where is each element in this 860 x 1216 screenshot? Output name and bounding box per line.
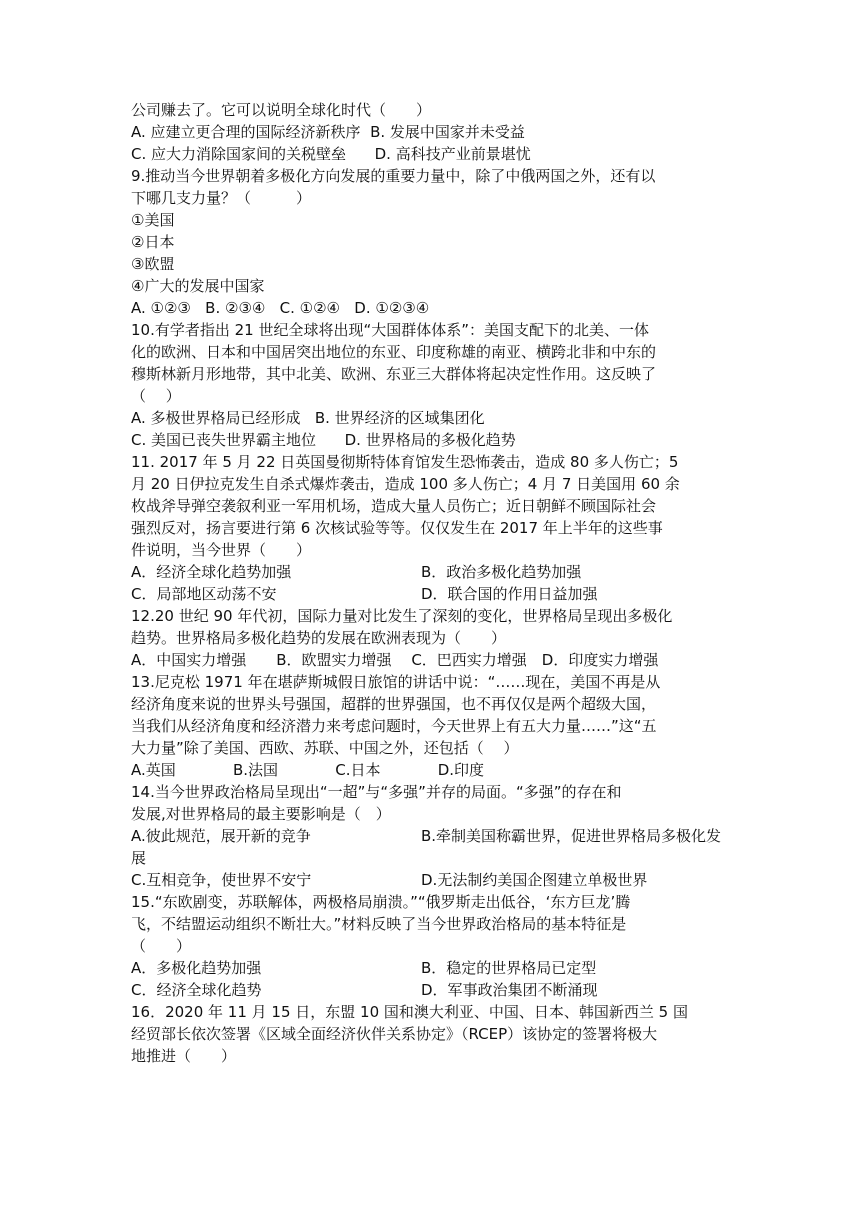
text-line: 穆斯林新月形地带，其中北美、欧洲、东亚三大群体将起决定性作用。这反映了	[131, 365, 657, 383]
text-line: ①美国	[131, 211, 175, 229]
text-line: A.英国 B.法国 C.日本 D.印度	[131, 761, 485, 779]
answer-option: D．联合国的作用日益加强	[421, 585, 598, 603]
text-line: 当我们从经济角度和经济潜力来考虑问题时，今天世界上有五大力量……”这“五	[131, 717, 657, 735]
answer-option-row	[131, 979, 731, 1001]
text-line: 10.有学者指出 21 世纪全球将出现“大国群体体系”：美国支配下的北美、一体	[131, 321, 650, 339]
text-line: A. 应建立更合理的国际经济新秩序 B. 发展中国家并未受益	[131, 123, 525, 141]
answer-option-row	[131, 825, 731, 847]
answer-option: A．经济全球化趋势加强	[131, 563, 292, 581]
text-line: 地推进（ ）	[131, 1047, 237, 1065]
answer-option: C．局部地区动荡不安	[131, 585, 277, 603]
text-line: 下哪几支力量？（ ）	[131, 189, 312, 207]
answer-option: 展	[131, 849, 147, 867]
q14-options	[131, 825, 731, 891]
document-page	[131, 99, 731, 1067]
answer-option: D.无法制约美国企图建立单极世界	[421, 871, 648, 889]
text-line: 飞，不结盟运动组织不断壮大。”材料反映了当今世界政治格局的基本特征是	[131, 915, 627, 933]
answer-option-row	[131, 583, 731, 605]
text-line: 经济角度来说的世界头号强国，超群的世界强国，也不再仅仅是两个超级大国，	[131, 695, 657, 713]
answer-option	[421, 847, 711, 869]
text-line: 11. 2017 年 5 月 22 日英国曼彻斯特体育馆发生恐怖袭击，造成 80 多人伤亡；5	[131, 453, 679, 471]
answer-option-row	[131, 869, 731, 891]
text-line: 12.20 世纪 90 年代初，国际力量对比发生了深刻的变化，世界格局呈现出多极化	[131, 607, 673, 625]
answer-option: A.彼此规范，展开新的竞争	[131, 827, 311, 845]
text-line: 化的欧洲、日本和中国居突出地位的东亚、印度称雄的南亚、横跨北非和中东的	[131, 343, 657, 361]
answer-option-row	[131, 847, 731, 869]
answer-option: B.牵制美国称霸世界，促进世界格局多极化发	[421, 827, 722, 845]
answer-option: D．军事政治集团不断涌现	[421, 981, 598, 999]
text-line: 发展,对世界格局的最主要影响是（ ）	[131, 805, 391, 823]
text-line: 15.“东欧剧变，苏联解体，两极格局崩溃。”“俄罗斯走出低谷，‘东方巨龙’腾	[131, 893, 631, 911]
text-line: 月 20 日伊拉克发生自杀式爆炸袭击，造成 100 多人伤亡；4 月 7 日美国用 60 余	[131, 475, 680, 493]
text-line: A. 多极世界格局已经形成 B. 世界经济的区域集团化	[131, 409, 485, 427]
question-15	[131, 891, 731, 957]
text-line: （ ）	[131, 387, 181, 405]
text-line: C. 美国已丧失世界霸主地位 D. 世界格局的多极化趋势	[131, 431, 516, 449]
text-line: ④广大的发展中国家	[131, 277, 265, 295]
text-line: C. 应大力消除国家间的关税壁垒 D. 高科技产业前景堪忧	[131, 145, 531, 163]
text-line: 16．2020 年 11 月 15 日，东盟 10 国和澳大利亚、中国、日本、韩国新西兰 5 国	[131, 1003, 688, 1021]
text-line: （ ）	[131, 937, 192, 955]
questions-8-to-11	[131, 99, 731, 561]
text-line: ③欧盟	[131, 255, 175, 273]
answer-option: B．稳定的世界格局已定型	[421, 959, 597, 977]
text-line: A．中国实力增强 B．欧盟实力增强 C．巴西实力增强 D．印度实力增强	[131, 651, 659, 669]
text-line: 公司赚去了。它可以说明全球化时代（ ）	[131, 101, 432, 119]
text-line: 大力量”除了美国、西欧、苏联、中国之外，还包括（ ）	[131, 739, 519, 757]
answer-option-row	[131, 957, 731, 979]
text-line: 13.尼克松 1971 年在堪萨斯城假日旅馆的讲话中说：“……现在，美国不再是从	[131, 673, 661, 691]
text-line: 强烈反对，扬言要进行第 6 次核试验等等。仅仅发生在 2017 年上半年的这些事	[131, 519, 663, 537]
answer-option: A．多极化趋势加强	[131, 959, 262, 977]
answer-option: C．经济全球化趋势	[131, 981, 262, 999]
text-line: 枚战斧导弹空袭叙利亚一军用机场，造成大量人员伤亡；近日朝鲜不顾国际社会	[131, 497, 657, 515]
text-line: 9.推动当今世界朝着多极化方向发展的重要力量中，除了中俄两国之外，还有以	[131, 167, 656, 185]
text-line: A. ①②③ B. ②③④ C. ①②④ D. ①②③④	[131, 299, 430, 317]
question-16	[131, 1001, 731, 1067]
q11-options	[131, 561, 731, 605]
answer-option-row	[131, 561, 731, 583]
text-line: 趋势。世界格局多极化趋势的发展在欧洲表现为（ ）	[131, 629, 507, 647]
text-line: 14.当今世界政治格局呈现出“一超”与“多强”并存的局面。“多强”的存在和	[131, 783, 622, 801]
text-line: ②日本	[131, 233, 175, 251]
q15-options	[131, 957, 731, 1001]
answer-option: C.互相竞争，使世界不安宁	[131, 871, 312, 889]
answer-option: B．政治多极化趋势加强	[421, 563, 582, 581]
text-line: 经贸部长依次签署《区域全面经济伙伴关系协定》（RCEP）该协定的签署将极大	[131, 1025, 658, 1043]
questions-12-to-14	[131, 605, 731, 825]
text-line: 件说明，当今世界（ ）	[131, 541, 312, 559]
